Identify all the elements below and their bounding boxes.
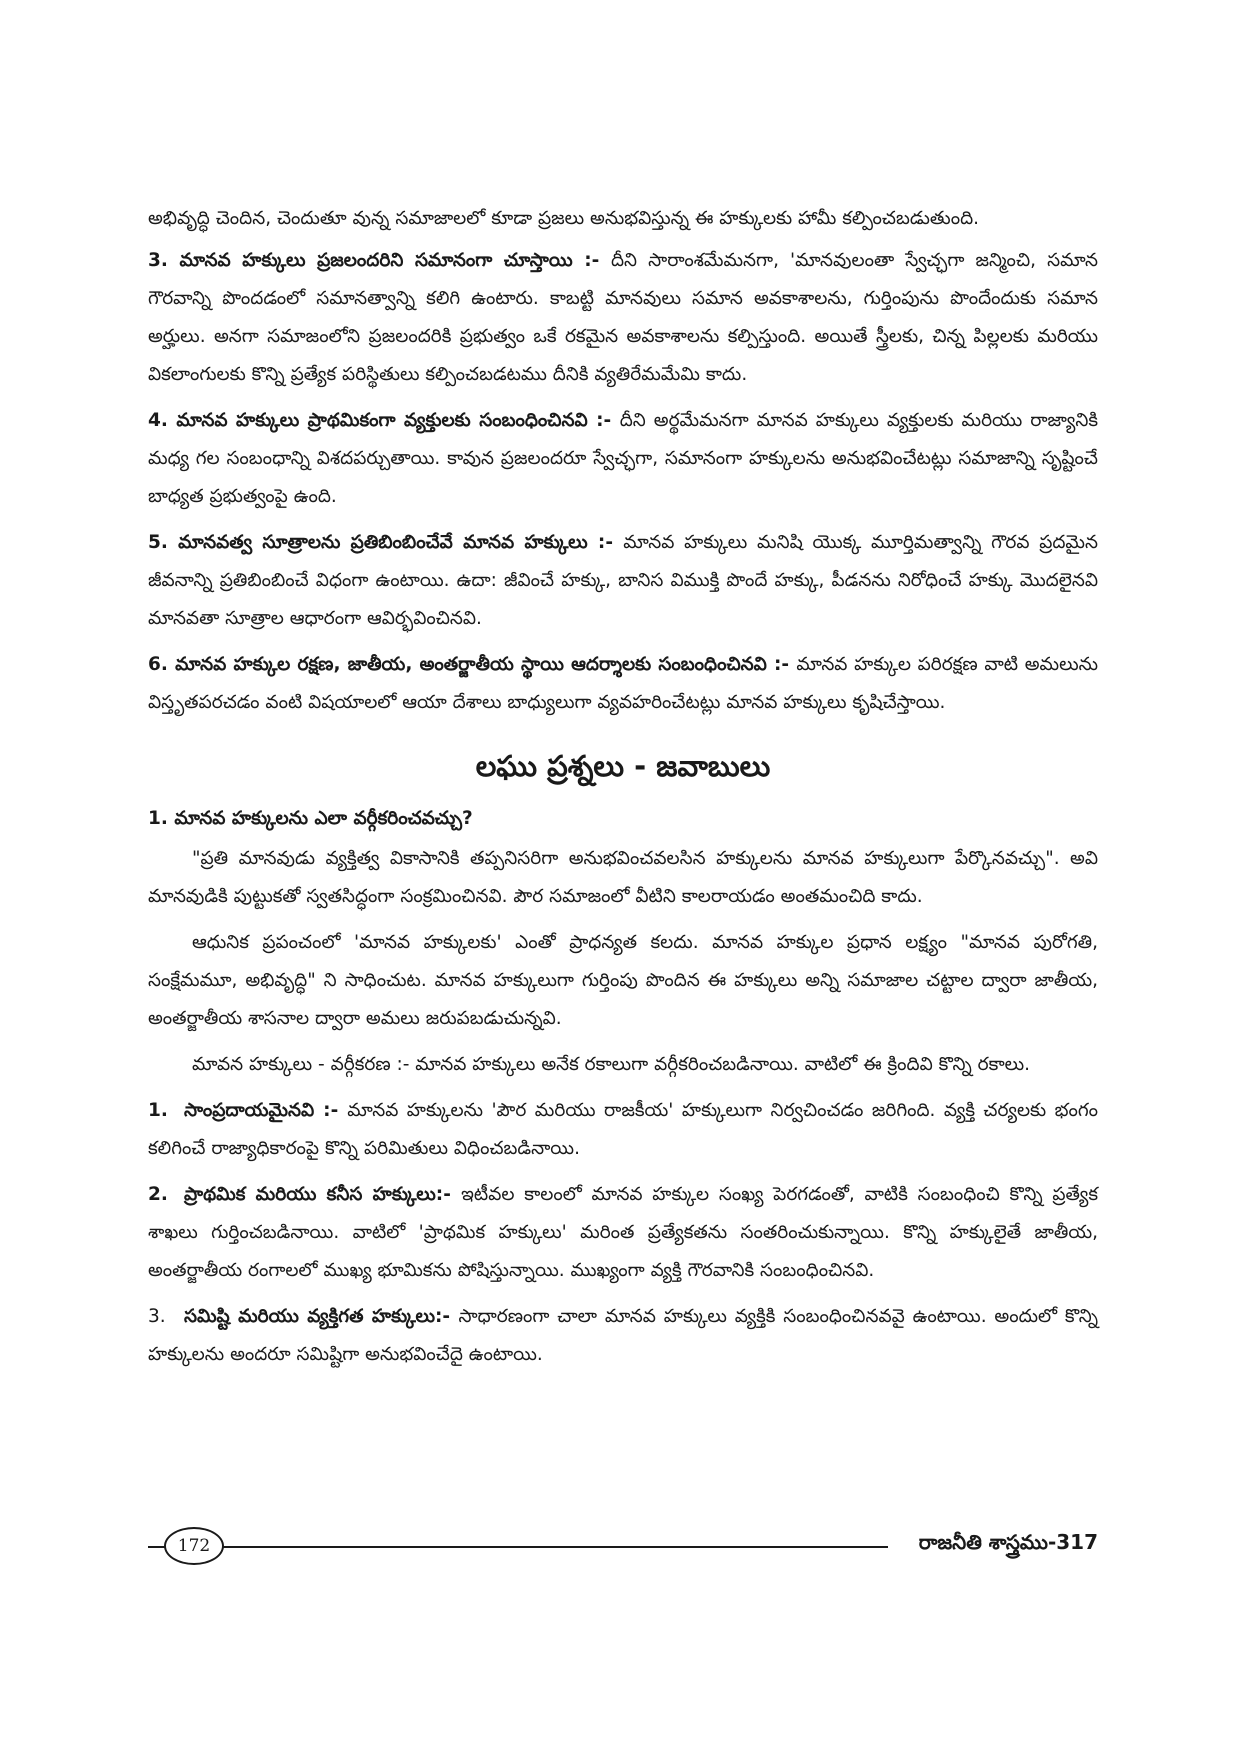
answer-paragraph: ఆధునిక ప్రపంచంలో 'మానవ హక్కులకు' ఎంతో ప్రాధన్యత కలదు. మానవ హక్కుల ప్రధాన లక్ష్యం "మానవ పురోగతి, సంక్షేమమూ, అభివృద్ధి" ని సాధించుట. మానవ హక్కులుగా గుర్తింపు పొందిన ఈ హక్కులు అన్ని సమాజాల చట్టాల ద్వారా జాతీయ, అంతర్జాతీయ శాసనాల ద్వారా అమలు జరుపబడుచున్నవి.	[148, 932, 1098, 1029]
item-number: 3.	[148, 1306, 166, 1327]
item-number: 2.	[148, 1184, 168, 1205]
feature-heading: 4. మానవ హక్కులు ప్రాథమికంగా వ్యక్తులకు సంబంధించినవి :-	[148, 410, 620, 431]
feature-body: మానవ హక్కుల పరిరక్షణ వాటి అమలును విస్తృతపరచడం వంటి విషయాలలో ఆయా దేశాలు బాధ్యులుగా వ్యవహరించేటట్లు మానవ హక్కులు కృషిచేస్తాయి.	[148, 654, 1098, 713]
item-body: ఇటీవల కాలంలో మానవ హక్కుల సంఖ్య పెరగడంతో, వాటికి సంబంధించి కొన్ని ప్రత్యేక శాఖలు గుర్తించబడినాయి. వాటిలో 'ప్రాథమిక హక్కులు' మరింత ప్రత్యేకతను సంతరించుకున్నాయి. కొన్ని హక్కులైతే జాతీయ, అంతర్జాతీయ రంగాలలో ముఖ్య భూమికను పోషిస్తున్నాయి. ముఖ్యంగా వ్యక్తి గౌరవానికి సంబంధించినవి.	[148, 1184, 1098, 1281]
item-heading: ప్రాథమిక మరియు కనీస హక్కులు:-	[184, 1184, 462, 1205]
answer-paragraph: "ప్రతి మానవుడు వ్యక్తిత్వ వికాసానికి తప్పనిసరిగా అనుభవించవలసిన హక్కులను మానవ హక్కులుగా పేర్కొనవచ్చు". అవి మానవుడికి పుట్టుకతో స్వతసిద్ధంగా సంక్రమించినవి. పౌర సమాజంలో వీటిని కాలరాయడం అంతమంచిది కాదు.	[148, 848, 1098, 907]
classification-item-3	[148, 1298, 1098, 1374]
feature-heading: 5. మానవత్వ సూత్రాలను ప్రతిబింబించేవే మానవ హక్కులు :-	[148, 532, 624, 553]
feature-body: దీని అర్థమేమనగా మానవ హక్కులు వ్యక్తులకు మరియు రాజ్యానికి మధ్య గల సంబంధాన్ని విశదపర్చుతాయి. కావున ప్రజలందరూ స్వేచ్ఛగా, సమానంగా హక్కులను అనుభవించేటట్లు సమాజాన్ని సృష్టించే బాధ్యత ప్రభుత్వంపై ఉంది.	[148, 410, 1098, 507]
page-number: 172	[164, 1527, 224, 1565]
feature-paragraph-3	[148, 242, 1098, 394]
feature-paragraph-4	[148, 402, 1098, 516]
item-body: మానవ హక్కులను 'పౌర మరియు రాజకీయ' హక్కులుగా నిర్వచించడం జరిగింది. వ్యక్తి చర్యలకు భంగం కలిగించే రాజ్యాధికారంపై కొన్ని పరిమితులు విధించబడినాయి.	[148, 1100, 1098, 1159]
feature-body: దీని సారాంశమేమనగా, 'మానవులంతా స్వేచ్ఛగా జన్మించి, సమాన గౌరవాన్ని పొందడంలో సమానత్వాన్ని కలిగి ఉంటారు. కాబట్టి మానవులు సమాన అవకాశాలను, గుర్తింపును పొందేందుకు సమాన అర్హులు. అనగా సమాజంలోని ప్రజలందరికి ప్రభుత్వం ఒకే రకమైన అవకాశాలను కల్పిస్తుంది. అయితే స్త్రీలకు, చిన్న పిల్లలకు మరియు వికలాంగులకు కొన్ని ప్రత్యేక పరిస్థితులు కల్పించబడటము దీనికి వ్యతిరేమమేమి కాదు.	[148, 250, 1098, 385]
item-heading: సమిష్టి మరియు వ్యక్తిగత హక్కులు:-	[184, 1306, 459, 1327]
feature-paragraph-5	[148, 524, 1098, 638]
classification-item-1	[148, 1092, 1098, 1168]
feature-body: మానవ హక్కులు మనిషి యొక్క మూర్తిమత్వాన్ని గౌరవ ప్రదమైన జీవనాన్ని ప్రతిబింబించే విధంగా ఉంటాయి. ఉదా: జీవించే హక్కు, బానిస విముక్తి పొందే హక్కు, పీడనను నిరోధించే హక్కు మొదలైనవి మానవతా సూత్రాల ఆధారంగా ఆవిర్భవించినవి.	[148, 532, 1098, 629]
section-title: లఘు ప్రశ్నలు - జవాబులు	[475, 749, 771, 783]
page-content	[148, 200, 1098, 1382]
feature-heading: 6. మానవ హక్కుల రక్షణ, జాతీయ, అంతర్జాతీయ స్థాయి ఆదర్శాలకు సంబంధించినవి :-	[148, 654, 797, 675]
question-heading: 1. మానవ హక్కులను ఎలా వర్గీకరించవచ్చు?	[148, 808, 473, 829]
book-title: రాజనీతి శాస్త్రము-317	[918, 1530, 1098, 1554]
item-body: సాధారణంగా చాలా మానవ హక్కులు వ్యక్తికి సంబంధించినవవై ఉంటాయి. అందులో కొన్ని హక్కులను అందరూ సమిష్టిగా అనుభవించేదై ఉంటాయి.	[148, 1306, 1099, 1365]
footer-rule	[148, 1546, 888, 1548]
page-footer	[148, 1524, 1098, 1568]
classification-item-2	[148, 1176, 1098, 1290]
item-number: 1.	[148, 1100, 168, 1121]
item-heading: సాంప్రదాయమైనవి :-	[184, 1100, 348, 1121]
feature-paragraph-6	[148, 646, 1098, 722]
answer-paragraph: మావన హక్కులు - వర్గీకరణ :- మానవ హక్కులు అనేక రకాలుగా వర్గీకరించబడినాయి. వాటిలో ఈ క్రిందివి కొన్ని రకాలు.	[192, 1054, 1031, 1075]
paragraph-continuation: అభివృద్ధి చెందిన, చెందుతూ వున్న సమాజాలలో కూడా ప్రజలు అనుభవిస్తున్న ఈ హక్కులకు హామీ కల్పించబడుతుంది.	[148, 208, 980, 229]
feature-heading: 3. మానవ హక్కులు ప్రజలందరిని సమానంగా చూస్తాయి :-	[148, 250, 611, 271]
